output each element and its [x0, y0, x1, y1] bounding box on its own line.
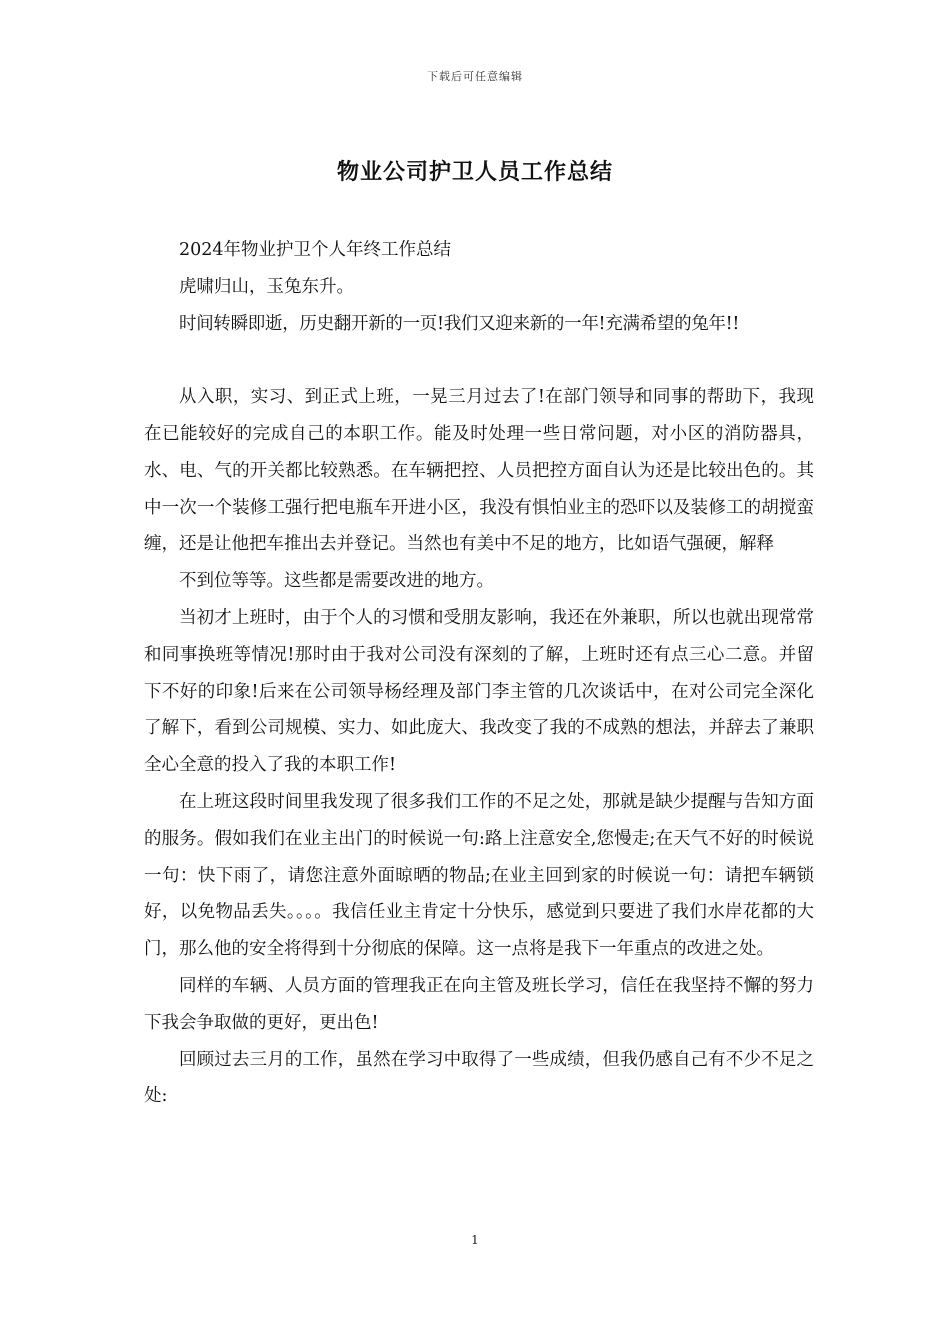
header-note: 下载后可任意编辑 [427, 70, 523, 83]
document-title: 物业公司护卫人员工作总结 [336, 159, 613, 185]
paragraph-intro: 时间转瞬即逝，历史翻开新的一页!我们又迎来新的一年!充满希望的兔年!! [179, 313, 740, 334]
paragraph-body: 当初才上班时，由于个人的习惯和受朋友影响，我还在外兼职，所以也就出现常常和同事换班等情况!那时由于我对公司没有深刻的了解，上班时还有点三心二意。并留下不好的印象!后来在公司领导杨经理及部门李主管的几次谈话中，在对公司完全深化了解下，看到公司规模、实力、如此庞大、我改变了我的不成熟的想法，并辞去了兼职全心全意的投入了我的本职工作! [144, 607, 814, 776]
paragraph-body: 同样的车辆、人员方面的管理我正在向主管及班长学习，信任在我坚持不懈的努力下我会争取做的更好，更出色! [144, 975, 814, 1033]
paragraph-body: 在上班这段时间里我发现了很多我们工作的不足之处，那就是缺少提醒与告知方面的服务。假如我们在业主出门的时候说一句:路上注意安全,您慢走;在天气不好的时候说一句：快下雨了，请您注意外面晾晒的物品;在业主回到家的时候说一句：请把车辆锁好，以免物品丢失。。。。我信任业主肯定十分快乐，感觉到只要进了我们水岸花都的大门，那么他的安全将得到十分彻底的保障。这一点将是我下一年重点的改进之处。 [144, 791, 814, 960]
paragraph-subtitle: 2024年物业护卫个人年终工作总结 [179, 240, 452, 260]
paragraph-body: 不到位等等。这些都是需要改进的地方。 [179, 571, 494, 592]
paragraph-body: 回顾过去三月的工作，虽然在学习中取得了一些成绩，但我仍感自己有不少不足之处: [144, 1049, 814, 1107]
document-body [144, 232, 814, 1115]
paragraph-body: 从入职，实习、到正式上班，一晃三月过去了!在部门领导和同事的帮助下，我现在已能较好的完成自己的本职工作。能及时处理一些日常问题，对小区的消防器具，水、电、气的开关都比较熟悉。在车辆把控、人员把控方面自认为还是比较出色的。其中一次一个装修工强行把电瓶车开进小区，我没有惧怕业主的恐吓以及装修工的胡搅蛮缠，还是让他把车推出去并登记。当然也有美中不足的地方，比如语气强硬，解释 [144, 387, 814, 555]
paragraph-greeting: 虎啸归山，玉兔东升。 [179, 276, 354, 297]
page-number: 1 [471, 1233, 479, 1247]
blank-line [144, 342, 814, 379]
